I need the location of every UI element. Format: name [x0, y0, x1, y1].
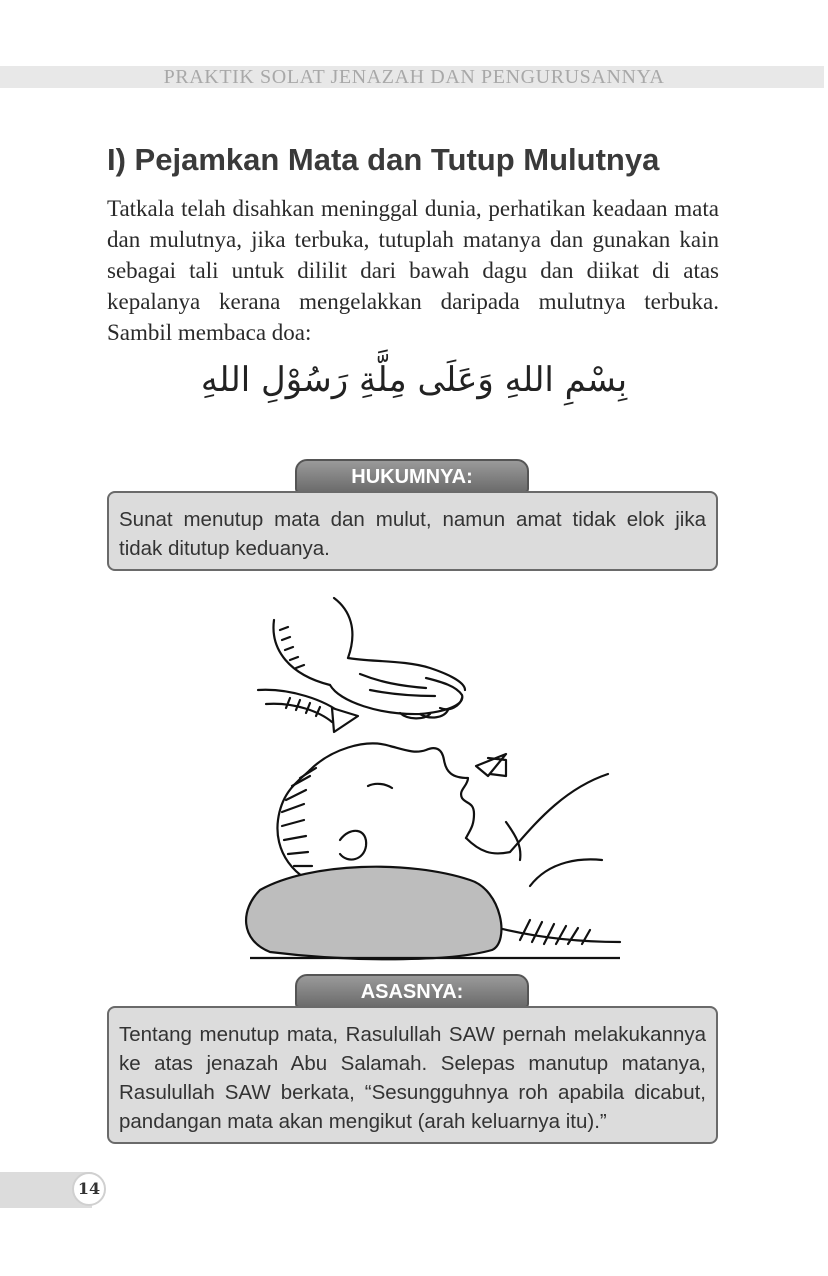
asas-text: Tentang menutup mata, Rasulullah SAW pernah melakukannya ke atas jenazah Abu Salamah. Selepas manutup matanya, Rasulullah SAW berkata, “Sesungguhnya roh apabila dicabut, pandangan mata akan mengikut (arah keluarnya itu).” [119, 1023, 706, 1133]
page-number: 14 [72, 1172, 106, 1206]
asas-label: ASASNYA: [295, 974, 529, 1008]
running-header: PRAKTIK SOLAT JENAZAH DAN PENGURUSANNYA [163, 66, 665, 88]
hukum-box [107, 491, 718, 571]
arabic-doa: بِسْمِ اللهِ وَعَلَى مِلَّةِ رَسُوْلِ اللهِ [200, 360, 628, 400]
asas-box [107, 1006, 718, 1144]
hukum-text: Sunat menutup mata dan mulut, namun amat tidak elok jika tidak ditutup keduanya. [119, 508, 706, 560]
hand-closing-eyes-of-deceased-illustration [230, 590, 630, 962]
section-title: I) Pejamkan Mata dan Tutup Mulutnya [107, 142, 660, 177]
section-body: Tatkala telah disahkan meninggal dunia, perhatikan keadaan mata dan mulutnya, jika terbuka, tutuplah matanya dan gunakan kain sebagai tali untuk dililit dari bawah dagu dan diikat di atas kepalanya kerana mengelakkan daripada mulutnya terbuka. Sambil membaca doa: [107, 196, 719, 345]
hukum-label: HUKUMNYA: [295, 459, 529, 493]
